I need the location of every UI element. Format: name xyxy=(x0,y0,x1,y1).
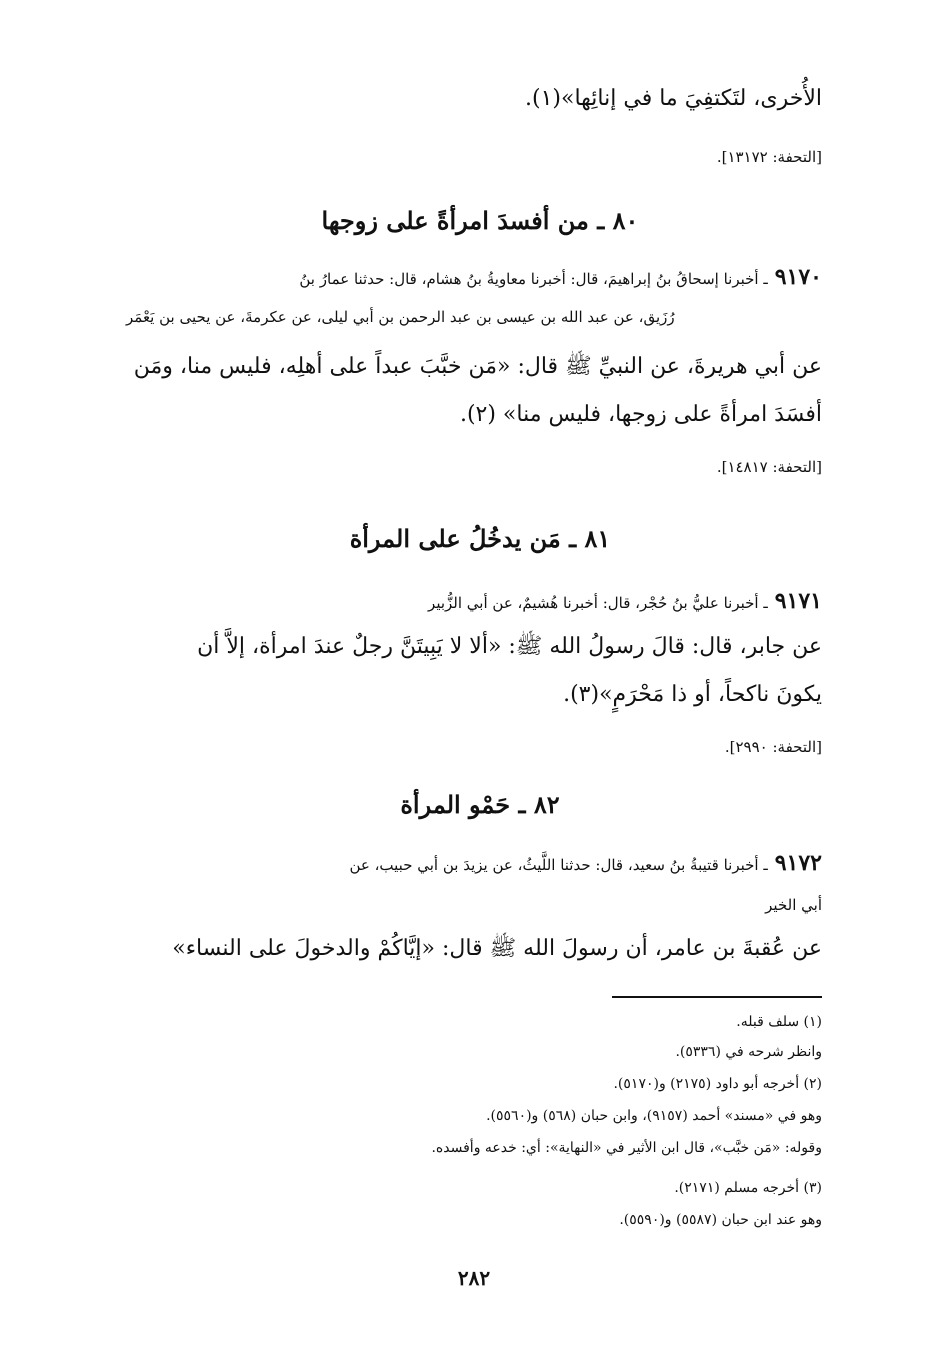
tuhfa-reference: [التحفة: ٢٩٩٠]. xyxy=(724,738,822,756)
footnote-separator xyxy=(612,996,822,998)
hadith-number: ٩١٧١ xyxy=(774,588,822,614)
footnote-line: (١) سلف قبله. xyxy=(736,1014,822,1030)
footnote-line: وقوله: «مَن خبَّب»، قال ابن الأثير في «النهاية»: أي: خدعه وأفسده. xyxy=(431,1140,822,1156)
hadith-number: ٩١٧٢ xyxy=(774,850,822,876)
footnote-line: وانظر شرحه في (٥٣٣٦). xyxy=(675,1044,822,1060)
text-line: الأُخرى، لتَكتفِيَ ما في إنائِها»(١). xyxy=(525,86,822,111)
isnad-text: ـ أخبرنا قتيبةُ بنُ سعيد، قال: حدثنا اللَّيثُ، عن يزيدَ بن أبي حبيب، عن xyxy=(349,856,768,874)
matn-line: عن أبي هريرةَ، عن النبيِّ ﷺ قال: «مَن خبَّبَ عبداً على أهلِه، فليس منا، ومَن xyxy=(133,354,822,379)
page-number: ٢٨٢ xyxy=(457,1266,491,1290)
footnote-line: (٣) أخرجه مسلم (٢١٧١). xyxy=(674,1180,822,1196)
footnote-line: وهو في «مسند» أحمد (٩١٥٧)، وابن حبان (٥٦٨) و(٥٥٦٠). xyxy=(486,1108,822,1124)
hadith-line xyxy=(428,586,822,617)
hadith-line xyxy=(349,848,822,879)
footnote-line: وهو عند ابن حبان (٥٥٨٧) و(٥٥٩٠). xyxy=(619,1212,822,1228)
chapter-heading-80: ٨٠ ـ من أفسدَ امرأةً على زوجها xyxy=(321,206,639,235)
hadith-line xyxy=(126,262,822,293)
isnad-line: أبي الخير xyxy=(765,896,822,914)
matn-line: عن عُقبةَ بن عامر، أن رسولَ الله ﷺ قال: «إيَّاكُمْ والدخولَ على النساء» xyxy=(172,936,822,961)
isnad-line: رُزَيق، عن عبد الله بن عيسى بن عبد الرحمن بن أبي ليلى، عن عكرمةَ، عن يحيى بن يَعْمَر xyxy=(126,308,675,326)
chapter-heading-81: ٨١ ـ مَن يدخُلُ على المرأة xyxy=(349,524,611,553)
matn-line: عن جابر، قال: قالَ رسولُ الله ﷺ: «ألا لا يَبِيتَنَّ رجلٌ عندَ امرأة، إلاَّ أن xyxy=(197,634,822,659)
tuhfa-reference: [التحفة: ١٣١٧٢]. xyxy=(716,148,822,166)
footnote-line: (٢) أخرجه أبو داود (٢١٧٥) و(٥١٧٠). xyxy=(613,1076,822,1092)
chapter-heading-82: ٨٢ ـ حَمْو المرأة xyxy=(400,790,560,819)
hadith-number: ٩١٧٠ xyxy=(774,264,822,290)
matn-line: يكونَ ناكحاً، أو ذا مَحْرَمٍ»(٣). xyxy=(563,682,822,707)
isnad-text: ـ أخبرنا إسحاقُ بنُ إبراهيمَ، قال: أخبرنا معاويةُ بنُ هشام، قال: حدثنا عمارُ بنُ xyxy=(299,270,768,288)
matn-line: أفسَدَ امرأةً على زوجها، فليس منا» (٢). xyxy=(459,402,822,427)
tuhfa-reference: [التحفة: ١٤٨١٧]. xyxy=(716,458,822,476)
isnad-text: ـ أخبرنا عليُّ بنُ حُجْر، قال: أخبرنا هُشيمٌ، عن أبي الزُّبير xyxy=(428,594,768,612)
